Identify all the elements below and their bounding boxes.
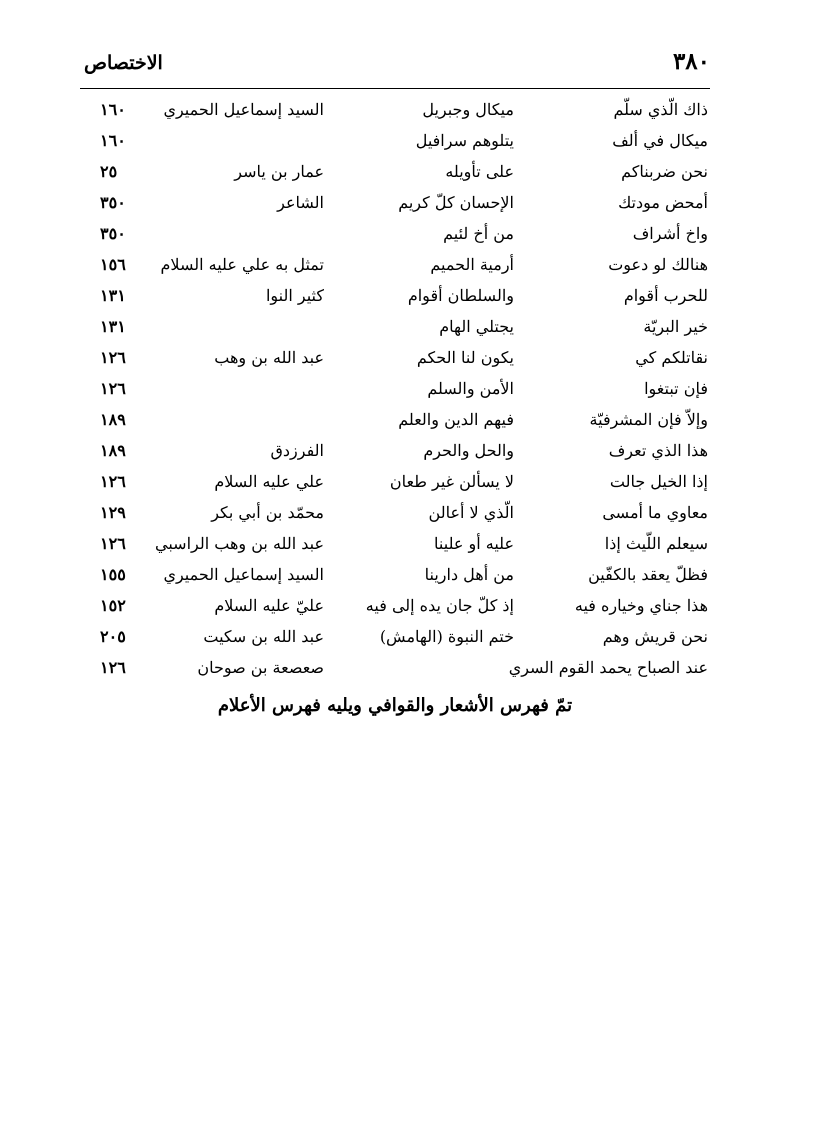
verse-ending: إذ كلّ جان يده إلى فيه bbox=[365, 596, 514, 615]
verse-opening: للحرب أقوام bbox=[623, 286, 708, 305]
page-reference: ١٦٠ bbox=[100, 100, 126, 119]
verse-ending: عليه أو علينا bbox=[434, 534, 514, 553]
table-row bbox=[80, 654, 710, 685]
verse-ending: والحل والحرم bbox=[423, 441, 514, 460]
page-reference: ٢٠٥ bbox=[100, 627, 126, 646]
verse-opening: ذاك الّذي سلّم bbox=[613, 100, 708, 119]
table-row bbox=[80, 220, 710, 251]
verse-opening: إذا الخيل جالت bbox=[609, 472, 708, 491]
verse-opening: عند الصباح يحمد القوم السري bbox=[508, 658, 708, 677]
verse-ending: على تأويله bbox=[445, 162, 514, 181]
poet-name: السيد إسماعيل الحميري bbox=[163, 100, 324, 119]
verse-opening: واخ أشراف bbox=[632, 224, 708, 243]
verse-ending: ميكال وجبريل bbox=[422, 100, 514, 119]
table-row bbox=[80, 530, 710, 561]
verse-ending: يكون لنا الحكم bbox=[416, 348, 514, 367]
verse-opening: معاوي ما أمسى bbox=[602, 503, 708, 522]
header-rule bbox=[80, 88, 710, 89]
poet-name: السيد إسماعيل الحميري bbox=[163, 565, 324, 584]
table-row bbox=[80, 437, 710, 468]
verse-opening: نحن قريش وهم bbox=[602, 627, 708, 646]
poet-name: عبد الله بن وهب الراسبي bbox=[155, 534, 324, 553]
verse-opening: وإلاّ فإن المشرفيّة bbox=[589, 410, 708, 429]
page-reference: ١٥٢ bbox=[100, 596, 126, 615]
poet-name: صعصعة بن صوحان bbox=[197, 658, 324, 677]
running-title: الاختصاص bbox=[84, 52, 163, 74]
poet-name: عليّ عليه السلام bbox=[214, 596, 324, 615]
page-number: ٣٨٠ bbox=[672, 48, 710, 75]
page-reference: ١٥٥ bbox=[100, 565, 126, 584]
poet-name: تمثل به علي عليه السلام bbox=[160, 255, 324, 274]
verse-ending: والسلطان أقوام bbox=[407, 286, 514, 305]
verse-opening: هذا الذي تعرف bbox=[608, 441, 708, 460]
page-reference: ١٣١ bbox=[100, 317, 126, 336]
poet-name: علي عليه السلام bbox=[214, 472, 324, 491]
verse-ending: أرمية الحميم bbox=[430, 255, 514, 274]
page-header bbox=[80, 48, 710, 88]
verse-opening: سيعلم اللّيث إذا bbox=[604, 534, 708, 553]
verse-ending: من أخ لئيم bbox=[443, 224, 514, 243]
page-reference: ١٢٦ bbox=[100, 658, 126, 677]
verse-opening: ميكال في ألف bbox=[612, 131, 708, 150]
page-reference: ٣٥٠ bbox=[100, 193, 126, 212]
page-reference: ١٢٦ bbox=[100, 379, 126, 398]
poet-name: عبد الله بن سكيت bbox=[203, 627, 324, 646]
table-row bbox=[80, 406, 710, 437]
page-reference: ٣٥٠ bbox=[100, 224, 126, 243]
poet-name: محمّد بن أبي بكر bbox=[211, 503, 324, 522]
page-reference: ١٥٦ bbox=[100, 255, 126, 274]
verse-opening: فظلّ يعقد بالكفّين bbox=[588, 565, 708, 584]
page-reference: ١٢٦ bbox=[100, 472, 126, 491]
table-row bbox=[80, 313, 710, 344]
verse-ending: الّذي لا أعالن bbox=[428, 503, 514, 522]
poet-name: كثير النوا bbox=[265, 286, 324, 305]
closing-note: تمّ فهرس الأشعار والقوافي ويليه فهرس الأعلام bbox=[217, 695, 573, 716]
page-reference: ١٨٩ bbox=[100, 441, 126, 460]
verse-opening: أمحض مودتك bbox=[618, 193, 708, 212]
page-reference: ١٦٠ bbox=[100, 131, 126, 150]
page-reference: ١٢٦ bbox=[100, 534, 126, 553]
verse-ending: ختم النبوة (الهامش) bbox=[379, 627, 514, 646]
table-row bbox=[80, 623, 710, 654]
table-row bbox=[80, 592, 710, 623]
table-row bbox=[80, 344, 710, 375]
verse-ending: يجتلي الهام bbox=[439, 317, 514, 336]
verse-opening: نحن ضربناكم bbox=[621, 162, 708, 181]
table-row bbox=[80, 158, 710, 189]
verse-ending: الإحسان كلّ كريم bbox=[398, 193, 514, 212]
verse-ending: لا يسألن غير طعان bbox=[389, 472, 514, 491]
table-row bbox=[80, 499, 710, 530]
poet-name: الشاعر bbox=[277, 193, 324, 212]
poet-name: عبد الله بن وهب bbox=[214, 348, 324, 367]
table-row bbox=[80, 251, 710, 282]
verse-opening: هنالك لو دعوت bbox=[608, 255, 708, 274]
page-reference: ١٣١ bbox=[100, 286, 126, 305]
verse-ending: من أهل دارينا bbox=[424, 565, 514, 584]
verse-opening: خير البريّة bbox=[643, 317, 708, 336]
poetry-index-table bbox=[80, 96, 710, 685]
poet-name: الفرزدق bbox=[270, 441, 324, 460]
page-reference: ١٢٩ bbox=[100, 503, 126, 522]
page-reference: ٢٥ bbox=[100, 162, 118, 181]
verse-opening: هذا جناي وخياره فيه bbox=[574, 596, 708, 615]
table-row bbox=[80, 561, 710, 592]
table-row bbox=[80, 189, 710, 220]
page-reference: ١٢٦ bbox=[100, 348, 126, 367]
verse-opening: نقاتلكم كي bbox=[635, 348, 708, 367]
table-row bbox=[80, 282, 710, 313]
table-row bbox=[80, 96, 710, 127]
table-row bbox=[80, 468, 710, 499]
page-reference: ١٨٩ bbox=[100, 410, 126, 429]
verse-opening: فإن تبتغوا bbox=[644, 379, 708, 398]
verse-ending: فيهم الدين والعلم bbox=[398, 410, 514, 429]
poet-name: عمار بن ياسر bbox=[234, 162, 324, 181]
verse-ending: يتلوهم سرافيل bbox=[415, 131, 514, 150]
table-row bbox=[80, 127, 710, 158]
verse-ending: الأمن والسلم bbox=[427, 379, 514, 398]
table-row bbox=[80, 375, 710, 406]
